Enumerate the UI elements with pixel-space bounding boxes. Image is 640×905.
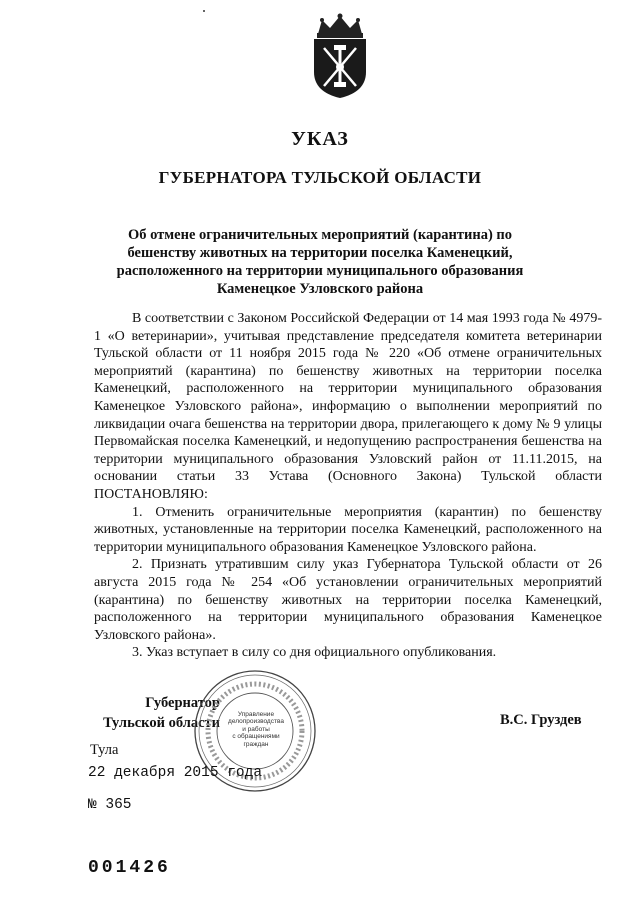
issue-date: 22 декабря 2015 года — [88, 765, 263, 781]
clause-1: 1. Отменить ограничительные мероприятия (карантин) по бешенству животных, установленные на территории поселка Каменецкий, расположенного на территории муниципального образования Каменецкое Узловского района. — [94, 504, 602, 555]
stamp-line: Управление — [237, 711, 275, 718]
stamp-line: и работы — [242, 725, 270, 733]
document-subtitle: ГУБЕРНАТОРА ТУЛЬСКОЙ ОБЛАСТИ — [158, 168, 482, 187]
signatory-position-line1: Губернатор — [145, 695, 220, 711]
scan-speck — [203, 10, 205, 12]
stamp-line: граждан — [243, 740, 269, 748]
document-title: УКАЗ — [291, 128, 349, 150]
decree-body — [94, 310, 602, 662]
stamp-text — [220, 711, 292, 748]
signatory-name: В.С. Груздев — [500, 712, 582, 728]
issue-place: Тула — [90, 742, 119, 758]
clause-2: 2. Признать утратившим силу указ Губернатора Тульской области от 26 августа 2015 года № 254 «Об установлении ограничительных мероприятий (карантина) по бешенству животных на территории поселка Каменецкий, расположенного на территории муниципального образования Каменецкое Узловского района». — [94, 557, 602, 643]
decree-heading: Об отмене ограничительных мероприятий (карантина) по бешенству животных на территории поселка Каменецкий, расположенного на территории муниципального образования Каменецкое Узловского района — [116, 227, 524, 297]
decree-number: № 365 — [88, 797, 132, 813]
preamble-paragraph: В соответствии с Законом Российской Федерации от 14 мая 1993 года № 4979-1 «О ветеринарии», учитывая представление председателя комитета ветеринарии Тульской области от 11 ноября 2015 года № 220 «Об отмене ограничительных мероприятий (карантина) по бешенству животных на территории поселка Каменецкий, расположенного на территории муниципального образования Каменецкое Узловского района», информацию о выполнении мероприятий по ликвидации очага бешенства на территории двора, прилегающего к дому № 9 улицы Первомайская поселка Каменецкий, и недопущению распространения бешенства на территории муниципального образования Узловский район от 11.11.2015, на основании статьи 33 Устава (Основного Закона) Тульской области ПОСТАНОВЛЯЮ: — [94, 311, 602, 502]
stamp-line: делопроизводства — [228, 718, 284, 726]
serial-number: 001426 — [88, 858, 171, 878]
clause-3: 3. Указ вступает в силу со дня официального опубликования. — [132, 645, 497, 661]
signatory-position-line2: Тульской области — [103, 715, 220, 731]
stamp-line: с обращениями — [232, 733, 280, 741]
tula-coat-of-arms-icon — [304, 12, 376, 100]
